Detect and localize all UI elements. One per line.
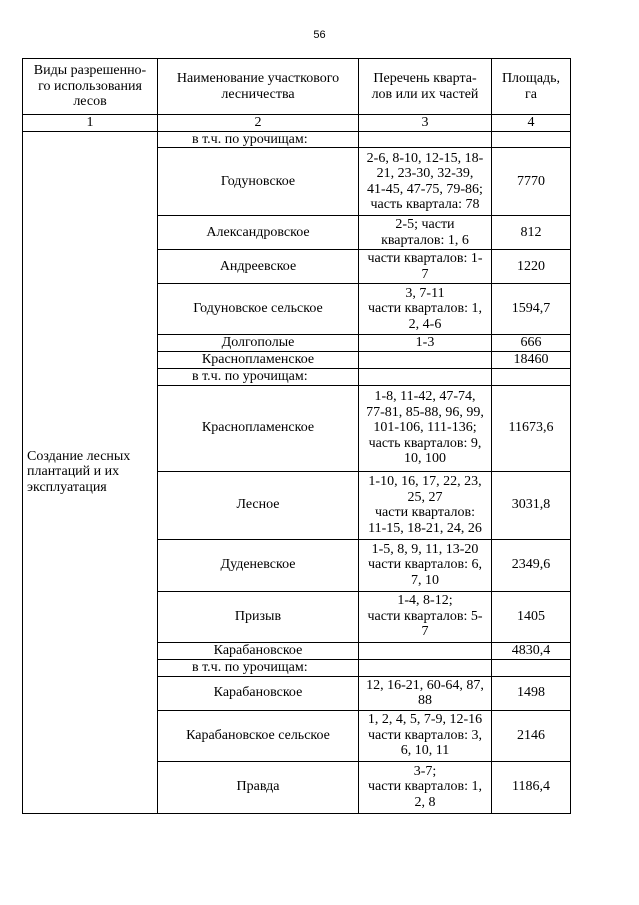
area-cell: 18460 — [492, 351, 571, 368]
header-use-type: Виды разрешенно- го использования лесов — [23, 59, 158, 115]
area-cell: 2146 — [492, 710, 571, 761]
forest-use-table — [22, 58, 571, 814]
forestry-name-cell: Карабановское — [158, 676, 359, 710]
quarters-cell — [359, 368, 492, 385]
forestry-name-cell: Правда — [158, 761, 359, 813]
column-number: 3 — [359, 115, 492, 132]
forestry-name-cell: Лесное — [158, 471, 359, 539]
area-cell: 1498 — [492, 676, 571, 710]
quarters-cell: 1, 2, 4, 5, 7-9, 12-16 части кварталов: 3, 6, 10, 11 — [359, 710, 492, 761]
quarters-cell — [359, 351, 492, 368]
quarters-cell: части кварталов: 1- 7 — [359, 250, 492, 284]
forestry-name-cell: Долгополые — [158, 335, 359, 352]
header-area: Площадь, га — [492, 59, 571, 115]
forestry-name-cell: Карабановское сельское — [158, 710, 359, 761]
area-cell — [492, 659, 571, 676]
column-number: 4 — [492, 115, 571, 132]
quarters-cell: 1-8, 11-42, 47-74, 77-81, 85-88, 96, 99, 101-106, 111-136; часть кварталов: 9, 10, 100 — [359, 385, 492, 471]
quarters-cell: 1-3 — [359, 335, 492, 352]
quarters-cell — [359, 659, 492, 676]
area-cell: 666 — [492, 335, 571, 352]
quarters-cell: 3, 7-11 части кварталов: 1, 2, 4-6 — [359, 284, 492, 335]
area-cell: 1405 — [492, 591, 571, 642]
quarters-cell: 1-4, 8-12; части кварталов: 5- 7 — [359, 591, 492, 642]
quarters-cell: 12, 16-21, 60-64, 87, 88 — [359, 676, 492, 710]
quarters-cell: 2-6, 8-10, 12-15, 18- 21, 23-30, 32-39, 41-45, 47-75, 79-86; часть квартала: 78 — [359, 148, 492, 216]
forestry-name-cell: Призыв — [158, 591, 359, 642]
forestry-name-cell: Дуденевское — [158, 539, 359, 591]
column-number: 1 — [23, 115, 158, 132]
area-cell: 4830,4 — [492, 642, 571, 659]
header-row — [23, 59, 571, 115]
forestry-name-cell: Андреевское — [158, 250, 359, 284]
quarters-cell: 2-5; части кварталов: 1, 6 — [359, 216, 492, 250]
area-cell: 3031,8 — [492, 471, 571, 539]
forestry-name-cell: Краснопламенское — [158, 385, 359, 471]
area-cell — [492, 368, 571, 385]
area-cell: 1594,7 — [492, 284, 571, 335]
area-cell: 1186,4 — [492, 761, 571, 813]
area-cell: 1220 — [492, 250, 571, 284]
area-cell: 812 — [492, 216, 571, 250]
forestry-name-cell: Годуновское — [158, 148, 359, 216]
forestry-name-cell: Годуновское сельское — [158, 284, 359, 335]
forestry-name-cell: Краснопламенское — [158, 351, 359, 368]
header-quarters-list: Перечень кварта- лов или их частей — [359, 59, 492, 115]
subsection-label: в т.ч. по урочищам: — [158, 659, 359, 676]
subsection-row — [23, 131, 571, 148]
column-number-row — [23, 115, 571, 132]
area-cell: 7770 — [492, 148, 571, 216]
header-forestry-name: Наименование участкового лесничества — [158, 59, 359, 115]
page-number: 56 — [313, 29, 326, 41]
quarters-cell: 3-7; части кварталов: 1, 2, 8 — [359, 761, 492, 813]
quarters-cell — [359, 642, 492, 659]
use-type-cell: Создание лесных плантаций и их эксплуатация — [23, 131, 158, 813]
forestry-name-cell: Александровское — [158, 216, 359, 250]
subsection-label: в т.ч. по урочищам: — [158, 368, 359, 385]
area-cell: 2349,6 — [492, 539, 571, 591]
column-number: 2 — [158, 115, 359, 132]
area-cell — [492, 131, 571, 148]
subsection-label: в т.ч. по урочищам: — [158, 131, 359, 148]
quarters-cell: 1-10, 16, 17, 22, 23, 25, 27 части кварталов: 11-15, 18-21, 24, 26 — [359, 471, 492, 539]
area-cell: 11673,6 — [492, 385, 571, 471]
quarters-cell: 1-5, 8, 9, 11, 13-20 части кварталов: 6, 7, 10 — [359, 539, 492, 591]
forestry-name-cell: Карабановское — [158, 642, 359, 659]
quarters-cell — [359, 131, 492, 148]
